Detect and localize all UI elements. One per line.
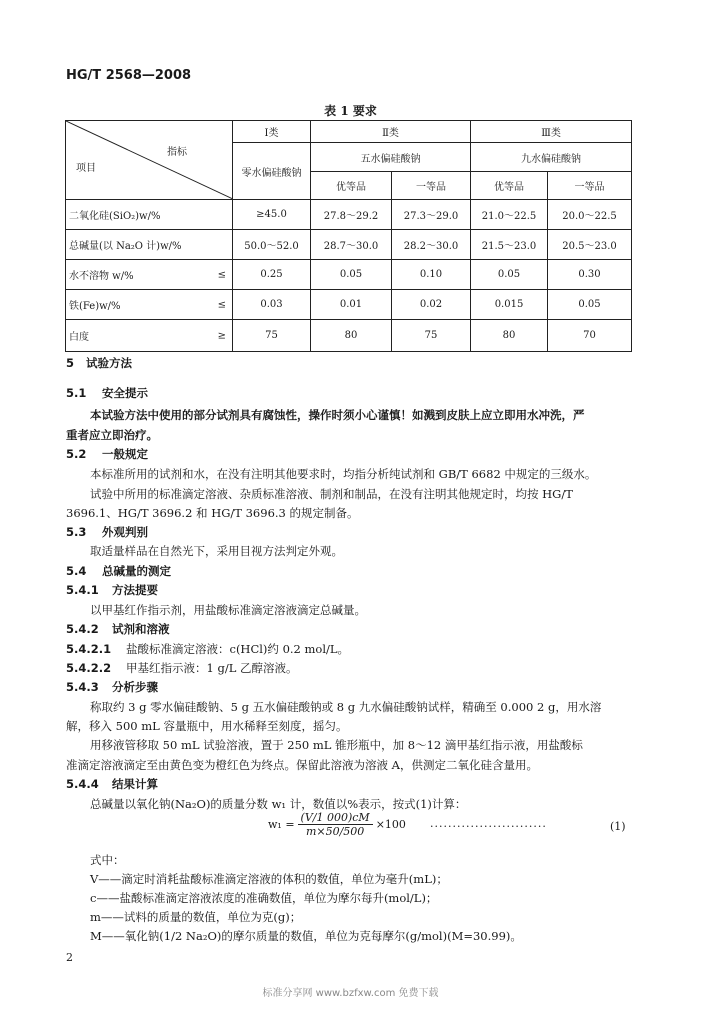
table-cell: 70 xyxy=(548,320,632,352)
table-corner-cell xyxy=(66,121,233,200)
formula-1 xyxy=(268,811,406,838)
table-row xyxy=(66,200,632,230)
table-row xyxy=(66,320,632,352)
table-row xyxy=(66,230,632,260)
header-class3-sub: 九水偏硅酸钠 xyxy=(471,143,632,172)
table-cell: 27.8～29.2 xyxy=(311,200,392,230)
table-cell: 28.7～30.0 xyxy=(311,230,392,260)
table-cell: 0.05 xyxy=(548,290,632,320)
section-5-4-2-1: 5.4.2.1 盐酸标准滴定溶液：c(HCl)约 0.2 mol/L。 xyxy=(66,642,350,656)
row-label xyxy=(66,230,233,260)
row-label xyxy=(66,260,233,290)
table-cell: 80 xyxy=(471,320,548,352)
table-cell: 0.03 xyxy=(233,290,311,320)
section-5-4-4-heading: 5.4.4 结果计算 xyxy=(66,777,158,791)
section-5-4-3-heading: 5.4.3 分析步骤 xyxy=(66,680,158,694)
row-label-text: 水不溶物 w/% xyxy=(69,271,134,282)
general-rules-paragraph-3: 3696.1、HG/T 3696.2 和 HG/T 3696.3 的规定制备。 xyxy=(66,506,359,520)
row-comparator: ≤ xyxy=(217,299,226,310)
section-5-4-heading: 5.4 总碱量的测定 xyxy=(66,564,171,578)
table-cell: 20.5～23.0 xyxy=(548,230,632,260)
header-class1-sub: 零水偏硅酸钠 xyxy=(233,143,311,200)
table-cell: 0.05 xyxy=(311,260,392,290)
header-class1: Ⅰ类 xyxy=(233,121,311,143)
table-cell: 0.25 xyxy=(233,260,311,290)
row-label-text: 白度 xyxy=(69,332,89,343)
definition-c: c——盐酸标准滴定溶液浓度的准确数值，单位为摩尔每升(mol/L)； xyxy=(90,891,438,905)
row-label-text: 二氧化硅(SiO₂)w/% xyxy=(69,211,161,222)
procedure-paragraph-2: 用移液管移取 50 mL 试验溶液，置于 250 mL 锥形瓶中，加 8～12 滴甲基红指示液，用盐酸标 xyxy=(90,738,583,752)
header-grade: 一等品 xyxy=(548,172,632,200)
where-label: 式中： xyxy=(90,853,125,867)
row-comparator: ≤ xyxy=(217,269,226,280)
table-cell: 0.015 xyxy=(471,290,548,320)
section-5-4-2-2: 5.4.2.2 甲基红指示液：1 g/L 乙醇溶液。 xyxy=(66,661,298,675)
header-class2-sub: 五水偏硅酸钠 xyxy=(311,143,471,172)
section-5-heading: 5 试验方法 xyxy=(66,356,132,370)
header-class2: Ⅱ类 xyxy=(311,121,471,143)
table-cell: 21.5～23.0 xyxy=(471,230,548,260)
section-5-4-1-heading: 5.4.1 方法提要 xyxy=(66,583,158,597)
general-rules-paragraph-2: 试验中所用的标准滴定溶液、杂质标准溶液、制剂和制品，在没有注明其他规定时，均按 HG/T xyxy=(90,487,573,501)
table-cell: 75 xyxy=(233,320,311,352)
table-cell: 27.3～29.0 xyxy=(392,200,471,230)
table-cell: 50.0～52.0 xyxy=(233,230,311,260)
table-cell: 0.01 xyxy=(311,290,392,320)
formula-leader-dots: ·························· xyxy=(430,820,547,833)
header-class3: Ⅲ类 xyxy=(471,121,632,143)
safety-paragraph-cont: 重者应立即治疗。 xyxy=(66,428,158,442)
table-cell: 0.05 xyxy=(471,260,548,290)
row-label xyxy=(66,290,233,320)
formula-numerator: (V/1 000)cM xyxy=(298,811,373,825)
section-5-1-heading: 5.1 安全提示 xyxy=(66,386,148,400)
definition-m: m——试料的质量的数值，单位为克(g)； xyxy=(90,910,302,924)
definition-v: V——滴定时消耗盐酸标准滴定溶液的体积的数值，单位为毫升(mL)； xyxy=(90,872,448,886)
corner-item-label: 项目 xyxy=(76,163,96,174)
requirements-table xyxy=(65,120,632,352)
table-cell: 0.10 xyxy=(392,260,471,290)
corner-indicator-label: 指标 xyxy=(167,147,187,158)
calculation-paragraph: 总碱量以氧化钠(Na₂O)的质量分数 w₁ 计，数值以%表示，按式(1)计算： xyxy=(90,797,467,811)
procedure-paragraph: 称取约 3 g 零水偏硅酸钠、5 g 五水偏硅酸钠或 8 g 九水偏硅酸钠试样，精确至 0.000 2 g，用水溶 xyxy=(90,700,602,714)
formula-denominator: m×50/500 xyxy=(305,825,365,838)
header-grade: 一等品 xyxy=(392,172,471,200)
procedure-paragraph-2-cont: 准滴定溶液滴定至由黄色变为橙红色为终点。保留此溶液为溶液 A，供测定二氧化硅含量用。 xyxy=(66,758,538,772)
document-code: HG/T 2568—2008 xyxy=(66,68,192,83)
footer-watermark: 标准分享网 www.bzfxw.com 免费下载 xyxy=(262,988,439,999)
formula-multiplier: ×100 xyxy=(375,818,406,831)
definition-molar-mass: M——氧化钠(1/2 Na₂O)的摩尔质量的数值，单位为克每摩尔(g/mol)(M=30.99)。 xyxy=(90,929,522,943)
formula-number: (1) xyxy=(610,820,626,833)
page-number: 2 xyxy=(66,951,73,964)
table-cell: 80 xyxy=(311,320,392,352)
table-cell: 28.2～30.0 xyxy=(392,230,471,260)
header-grade: 优等品 xyxy=(311,172,392,200)
table-row xyxy=(66,260,632,290)
table-cell: 0.02 xyxy=(392,290,471,320)
row-comparator: ≥ xyxy=(217,330,226,341)
safety-paragraph: 本试验方法中使用的部分试剂具有腐蚀性，操作时须小心谨慎！如溅到皮肤上应立即用水冲洗，严 xyxy=(90,408,585,422)
appearance-paragraph: 取适量样品在自然光下，采用目视方法判定外观。 xyxy=(90,544,343,558)
formula-fraction xyxy=(298,811,373,838)
header-grade: 优等品 xyxy=(471,172,548,200)
formula-lhs: w₁ = xyxy=(268,818,295,831)
table-cell: 20.0～22.5 xyxy=(548,200,632,230)
row-label xyxy=(66,200,233,230)
table-row xyxy=(66,290,632,320)
procedure-paragraph-cont: 解，移入 500 mL 容量瓶中，用水稀释至刻度，摇匀。 xyxy=(66,719,348,733)
table-title: 表 1 要求 xyxy=(324,104,377,118)
row-label xyxy=(66,320,233,352)
row-label-text: 总碱量(以 Na₂O 计)w/% xyxy=(69,241,182,252)
table-cell: 0.30 xyxy=(548,260,632,290)
table-cell: 21.0～22.5 xyxy=(471,200,548,230)
section-5-2-heading: 5.2 一般规定 xyxy=(66,447,148,461)
section-5-4-2-heading: 5.4.2 试剂和溶液 xyxy=(66,622,170,636)
general-rules-paragraph: 本标准所用的试剂和水，在没有注明其他要求时，均指分析纯试剂和 GB/T 6682 中规定的三级水。 xyxy=(90,467,597,481)
table-cell: 75 xyxy=(392,320,471,352)
section-5-3-heading: 5.3 外观判别 xyxy=(66,525,148,539)
table-cell: ≥45.0 xyxy=(233,200,311,230)
row-label-text: 铁(Fe)w/% xyxy=(69,301,121,312)
method-summary-paragraph: 以甲基红作指示剂，用盐酸标准滴定溶液滴定总碱量。 xyxy=(90,603,366,617)
